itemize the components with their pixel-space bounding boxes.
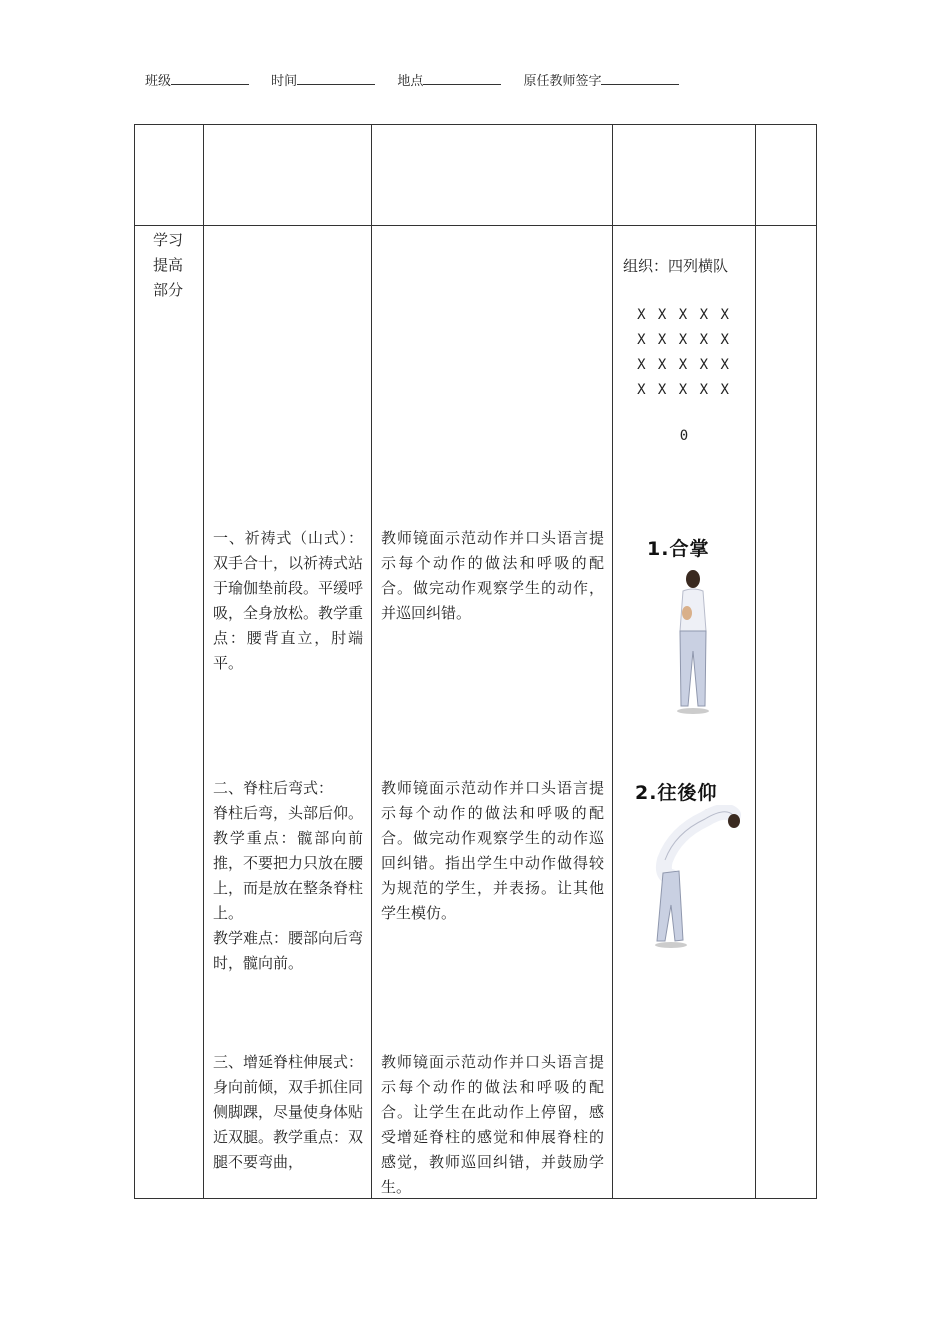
formation-row: X X X X X xyxy=(637,307,731,323)
organization-column xyxy=(613,226,756,1199)
time-field: 时间 xyxy=(271,70,375,89)
method-item-2: 教师镜面示范动作并口头语言提示每个动作的做法和呼吸的配合。做完动作观察学生的动作巡回纠错。指出学生中动作做得较为规范的学生，并表扬。让其他学生模仿。 xyxy=(381,779,604,922)
method-item-1: 教师镜面示范动作并口头语言提示每个动作的做法和呼吸的配合。做完动作观察学生的动作，并巡回纠错。 xyxy=(381,529,604,622)
class-field: 班级 xyxy=(145,70,249,89)
standing-figure-icon xyxy=(643,561,743,716)
notes-column xyxy=(756,226,817,1199)
formation-grid xyxy=(613,303,755,403)
organization-title: 组织：四列横队 xyxy=(623,257,729,275)
formation-row: X X X X X xyxy=(637,357,731,373)
content-item-3: 三、增延脊柱伸展式： 身向前倾，双手抓住同侧脚踝，尽量使身体贴近双腿。教学重点：双腿不要弯曲， xyxy=(213,1053,364,1171)
content-column xyxy=(204,226,372,1199)
table-row-main xyxy=(135,226,817,1199)
header xyxy=(145,70,697,89)
formation-row: X X X X X xyxy=(637,332,731,348)
place-blank[interactable] xyxy=(423,72,501,85)
figure-backbend xyxy=(635,778,753,948)
teacher-field: 原任教师签字 xyxy=(523,70,679,89)
lesson-plan-table xyxy=(134,124,817,1199)
teacher-signature-blank[interactable] xyxy=(601,72,679,85)
figure-2-title: 2.往後仰 xyxy=(635,782,718,804)
section-label: 学习 提高 部分 xyxy=(135,226,204,1199)
method-column xyxy=(372,226,613,1199)
content-item-2: 二、脊柱后弯式： 脊柱后弯，头部后仰。教学重点：髋部向前推，不要把力只放在腰上，而是放在整条脊柱上。 教学难点：腰部向后弯时，髋向前。 xyxy=(213,779,364,972)
figure-palms-together xyxy=(643,534,743,714)
teacher-position-mark: 0 xyxy=(679,428,689,444)
figure-1-title: 1.合掌 xyxy=(647,538,710,560)
backbend-figure-icon xyxy=(635,805,753,950)
class-blank[interactable] xyxy=(171,72,249,85)
content-item-1: 一、祈祷式（山式）：双手合十，以祈祷式站于瑜伽垫前段。平缓呼吸，全身放松。教学重点：腰背直立，肘端平。 xyxy=(213,529,364,672)
formation-row: X X X X X xyxy=(637,382,731,398)
time-blank[interactable] xyxy=(297,72,375,85)
method-item-3: 教师镜面示范动作并口头语言提示每个动作的做法和呼吸的配合。让学生在此动作上停留，感受增延脊柱的感觉和伸展脊柱的感觉，教师巡回纠错，并鼓励学生。 xyxy=(381,1053,604,1196)
table-row-empty xyxy=(135,125,817,226)
place-field: 地点 xyxy=(397,70,501,89)
